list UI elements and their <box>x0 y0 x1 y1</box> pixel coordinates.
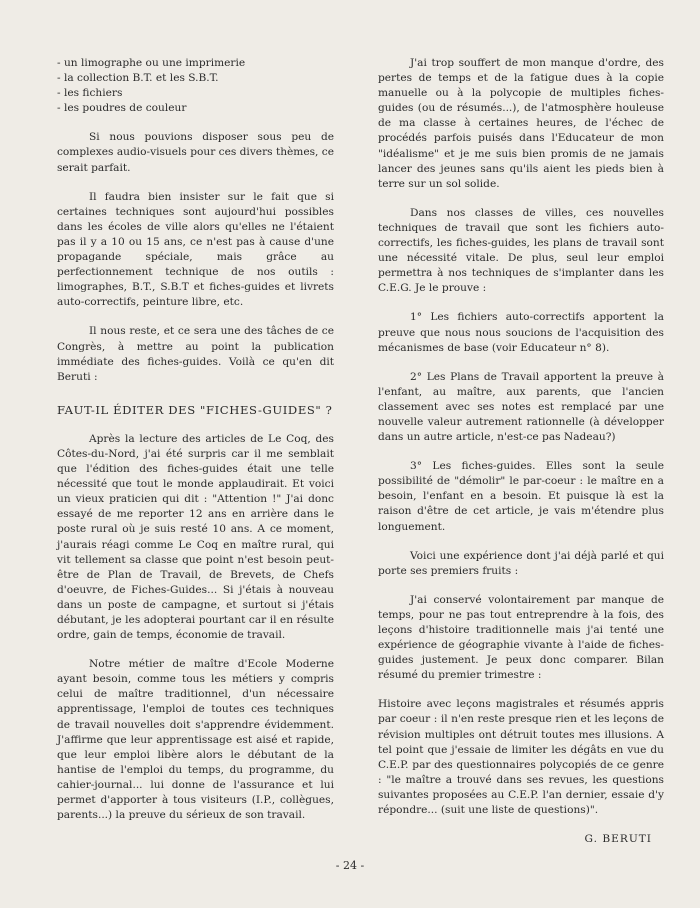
paragraph: 3° Les fiches-guides. Elles sont la seule possibilité de "démolir" le par-coeur : le maître en a besoin, l'enfant en a besoin. Et puisque là est la raison d'être de cet article, je vais m'étendre plus longuement. <box>378 460 664 533</box>
tools-list <box>57 56 334 116</box>
list-item: - les poudres de couleur <box>57 102 187 115</box>
paragraph: Après la lecture des articles de Le Coq, des Côtes-du-Nord, j'ai été surpris car il me semblait que l'édition des fiches-guides était une telle nécessité que tout le monde applaudirait. Et voici un vieux praticien qui dit : "Attention !" J'ai donc essayé de me reporter 12 ans en arrière dans le poste rural où je suis resté 10 ans. A ce moment, j'aurais réagi comme Le Coq en maître rural, qui vit tellement sa classe que point n'est besoin peut-être de Plan de Travail, de Brevets, de Chefs d'oeuvre, de Fiches-Guides... Si j'étais à nouveau dans un poste de campagne, et surtout si j'étais débutant, je les adopterai pourtant car il en résulte ordre, gain de temps, économie de travail. <box>57 432 334 642</box>
paragraph: J'ai conservé volontairement par manque de temps, pour ne pas tout entreprendre à la fois, des leçons d'histoire traditionnelle mais j'ai tenté une expérience de géographie vivante à l'aide de fiches-guides justement. Je peux donc comparer. Bilan résumé du premier trimestre : <box>378 593 664 682</box>
paragraph: 1° Les fichiers auto-correctifs apportent la preuve que nous nous soucions de l'acquisition des mécanismes de base (voir Educateur n° 8). <box>378 311 664 354</box>
right-column <box>378 56 664 847</box>
paragraph: J'ai trop souffert de mon manque d'ordre, des pertes de temps et de la fatigue dues à la copie manuelle ou à la polycopie de multiples fiches-guides (ou de résumés...), de l'atmosphère houleuse de ma classe à certaines heures, de l'échec de procédés parfois puisés dans l'Educateur de mon "idéalisme" et je me suis bien promis de ne jamais lancer des jeunes sans qu'ils aient les pieds bien à terre sur un sol solide. <box>378 57 664 190</box>
paragraph: 2° Les Plans de Travail apportent la preuve à l'enfant, au maître, aux parents, que l'ancien classement avec ses notes est remplacé par une nouvelle valeur autrement rationnelle (à développer dans un autre article, n'est-ce pas Nadeau?) <box>378 370 664 444</box>
paragraph: Voici une expérience dont j'ai déjà parlé et qui porte ses premiers fruits : <box>378 549 664 577</box>
list-item: - les fichiers <box>57 87 123 100</box>
left-column <box>57 56 334 837</box>
paragraph: Notre métier de maître d'Ecole Moderne ayant besoin, comme tous les métiers y compris celui de maître traditionnel, d'un nécessaire apprentissage, l'emploi de toutes ces techniques de travail nouvelles doit s'apprendre évidemment. J'affirme que leur apprentissage est aisé et rapide, que leur emploi libère alors le débutant de la hantise de l'emploi du temps, du programme, du cahier-journal... lui donne de l'assurance et lui permet d'apporter à tous visiteurs (I.P., collègues, parents...) la preuve du sérieux de son travail. <box>57 658 334 822</box>
paragraph: Il faudra bien insister sur le fait que si certaines techniques sont aujourd'hui possibles dans les écoles de ville alors qu'elles ne l'étaient pas il y a 10 ou 15 ans, ce n'est pas à cause d'une propagande spéciale, mais grâce au perfectionnement technique de nos outils : limographes, B.T., S.B.T et fiches-guides et livrets auto-correctifs, peinture libre, etc. <box>57 190 334 309</box>
section-heading: FAUT-IL ÉDITER DES "FICHES-GUIDES" ? <box>57 402 333 417</box>
paragraph: Dans nos classes de villes, ces nouvelles techniques de travail que sont les fichiers auto-correctifs, les fiches-guides, les plans de travail sont une nécessité vitale. De plus, seul leur emploi permettra à nos techniques de s'implanter dans les C.E.G. Je le prouve : <box>378 206 664 295</box>
paragraph: Si nous pouvions disposer sous peu de complexes audio-visuels pour ces divers thèmes, ce serait parfait. <box>57 131 334 174</box>
list-item: - la collection B.T. et les S.B.T. <box>57 72 219 85</box>
signature: G. BERUTI <box>584 833 652 846</box>
list-item: - un limographe ou une imprimerie <box>57 57 246 69</box>
page-number: - 24 - <box>335 859 365 872</box>
paragraph: Il nous reste, et ce sera une des tâches de ce Congrès, à mettre au point la publication immédiate des fiches-guides. Voilà ce qu'en dit Beruti : <box>57 325 334 383</box>
paragraph: Histoire avec leçons magistrales et résumés appris par coeur : il n'en reste presque rien et les leçons de révision multiples ont détruit toutes mes illusions. A tel point que j'essaie de limiter les dégâts en vue du C.E.P. par des questionnaires polycopiés de ce genre : "le maître a trouvé dans ses revues, les questions suivantes proposées au C.E.P. l'an dernier, essaie d'y répondre... (suit une liste de questions)". <box>378 698 664 817</box>
